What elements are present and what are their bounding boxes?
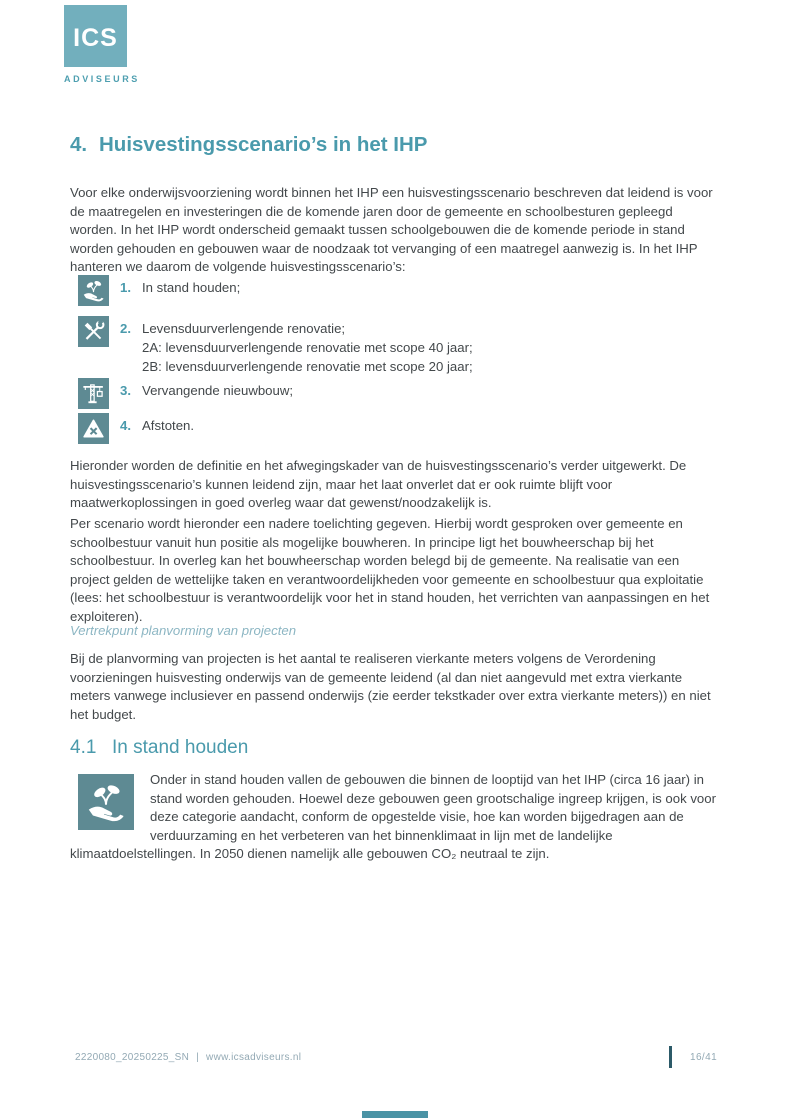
scenario-toelichting-paragraph: Per scenario wordt hieronder een nadere toelichting gegeven. Hierbij wordt gesproken over gemeente en schoolbestuur vanuit hun positie als mogelijke bouwheren. In principe ligt het bouwheerschap bij het schoolbestuur. In overleg kan het bouwheerschap worden belegd bij de gemeente. Na realisatie van een project gelden de wettelijke taken en verantwoordelijkheden voor gemeente en schoolbestuur qua exploitatie (lees: het schoolbestuur is verantwoordelijk voor het in stand houden, het verrichten van aanpassingen en het exploiteren).	[70, 516, 710, 624]
footer-separator: |	[196, 1052, 200, 1063]
list-number: 3.	[120, 383, 131, 398]
ics-logo	[64, 5, 140, 84]
list-label: Vervangende nieuwbouw;	[142, 383, 294, 398]
seedling-hand-icon	[78, 275, 109, 306]
section-41-heading	[70, 737, 720, 759]
footer-website-link[interactable]: www.icsadviseurs.nl	[206, 1052, 302, 1063]
footer-doc-ref: 2220080_20250225_SN	[75, 1052, 190, 1063]
ics-logo-square	[64, 5, 127, 67]
vertrekpunt-subheading: Vertrekpunt planvorming van projecten	[70, 623, 297, 638]
planvorming-paragraph: Bij de planvorming van projecten is het aantal te realiseren vierkante meters volgens de Verordening voorzieningen huisvesting onderwijs van de gemeente leidend (al dan niet aangevuld met extra vierkante meters vanwege inclusiever en passend onderwijs (zie eerder tekstkader over extra vierkante meters)) en niet het budget.	[70, 651, 711, 722]
list-subitem-2b: 2B: levensduurverlengende renovatie met scope 20 jaar;	[142, 359, 473, 374]
section-41-title: In stand houden	[112, 737, 249, 758]
crane-icon	[78, 378, 109, 409]
next-page-fragment	[362, 1111, 428, 1118]
tools-icon	[78, 316, 109, 347]
list-number: 1.	[120, 280, 131, 295]
seedling-hand-icon	[78, 774, 134, 830]
chapter-number: 4.	[70, 133, 88, 156]
list-label: Afstoten.	[142, 418, 195, 433]
section-41-number: 4.1	[70, 737, 97, 758]
list-number: 2.	[120, 321, 131, 336]
chapter-heading	[70, 133, 720, 157]
footer-left	[75, 1052, 301, 1063]
scenario-list	[70, 275, 719, 455]
list-label: In stand houden;	[142, 280, 241, 295]
section-41-text: Onder in stand houden vallen de gebouwen die binnen de looptijd van het IHP (circa 16 jaar) in stand worden gehouden. Hoewel deze gebouwen geen grootschalige ingreep krijgen, is ook voor deze categorie aandacht, conform de opgestelde visie, hoe kan worden bijgedragen aan de verduurzaming en het verbeteren van het binnenklimaat in lijn met de landelijke klimaatdoelstellingen. In 2050 dienen namelijk alle gebouwen CO₂ neutraal te zijn.	[70, 772, 716, 862]
definitie-paragraph: Hieronder worden de definitie en het afwegingskader van de huisvestingsscenario’s verder uitgewerkt. De huisvestingsscenario’s kunnen leidend zijn, maar het laat onverlet dat er ook ruimte blijft voor maatwerkoplossingen in goed overleg waar dat gewenst/noodzakelijk is.	[70, 458, 687, 511]
chapter-title: Huisvestingsscenario’s in het IHP	[99, 133, 428, 156]
section-41-body	[70, 771, 719, 864]
intro-paragraph: Voor elke onderwijsvoorziening wordt binnen het IHP een huisvestingsscenario beschreven dat leidend is voor de maatregelen en investeringen die de komende jaren door de gemeente en schoolbesturen gepleegd worden. In het IHP wordt onderscheid gemaakt tussen schoolgebouwen die de komende periode in stand worden gehouden en gebouwen waar de noodzaak tot vervanging of een maatregel aanwezig is. In het IHP hanteren we daarom de volgende huisvestingsscenario’s:	[70, 185, 713, 275]
list-number: 4.	[120, 418, 131, 433]
page-number: 16/41	[690, 1052, 718, 1063]
list-subitem-2a: 2A: levensduurverlengende renovatie met scope 40 jaar;	[142, 340, 473, 355]
ics-logo-subtext: ADVISEURS	[64, 74, 140, 84]
list-label: Levensduurverlengende renovatie;	[142, 321, 346, 336]
ics-logo-text: ICS	[73, 23, 118, 52]
footer-divider-bar	[669, 1046, 672, 1068]
mountain-x-icon	[78, 413, 109, 444]
